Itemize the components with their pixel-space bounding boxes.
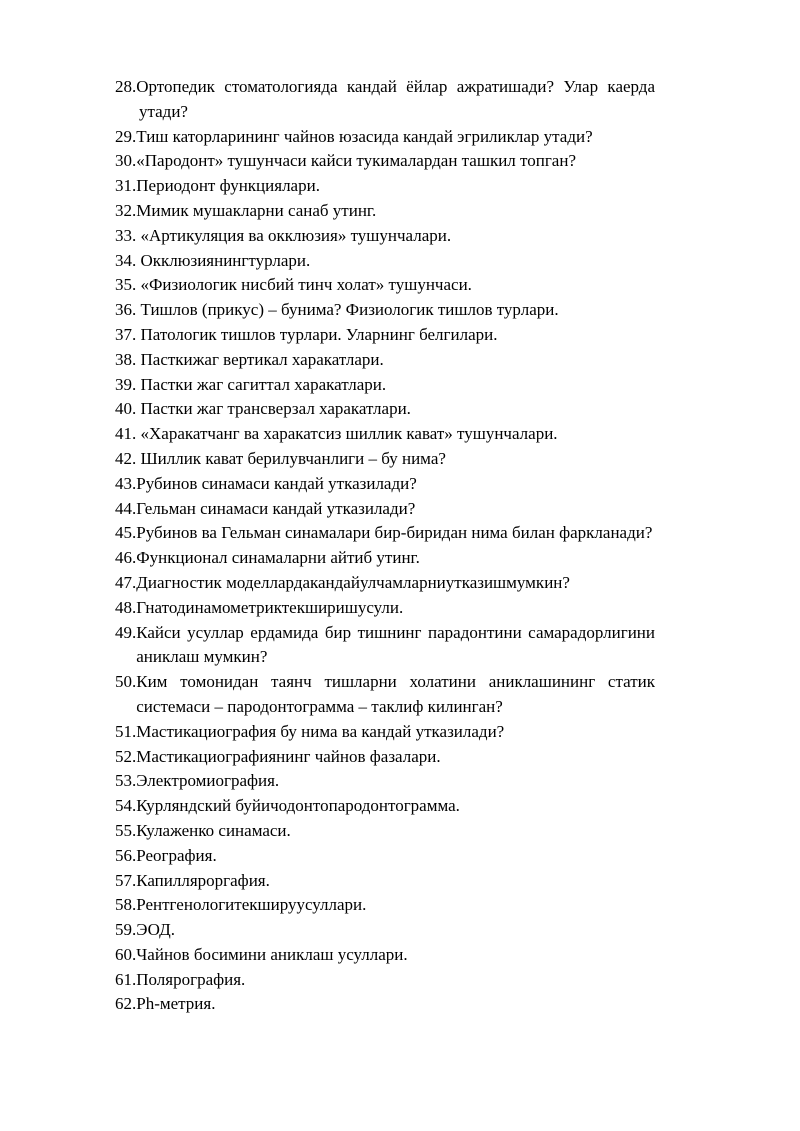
question-text: Ортопедик стоматологияда кандай ёйлар ажратишади? Улар каерда утади?	[136, 77, 655, 121]
question-text: Пасткижаг вертикал харакатлари.	[140, 349, 384, 369]
question-text: Кулаженко синамаси.	[136, 820, 291, 840]
question-text: Капилляроргафия.	[136, 870, 270, 890]
question-text: Ph-метрия.	[136, 994, 216, 1014]
question-list	[115, 75, 655, 1017]
question-text: Рентгенологитекшируусуллари.	[136, 895, 367, 915]
question-item	[115, 769, 655, 794]
question-item	[115, 75, 655, 125]
question-item	[115, 149, 655, 174]
question-text: «Харакатчанг ва харакатсиз шиллик кават» тушунчалари.	[140, 424, 558, 444]
question-item	[115, 844, 655, 869]
question-item	[115, 546, 655, 571]
question-item	[115, 745, 655, 770]
question-number: 29.	[115, 126, 137, 146]
question-number: 30.	[115, 151, 137, 171]
question-item	[115, 670, 655, 720]
question-item	[115, 422, 655, 447]
question-item	[115, 918, 655, 943]
question-item	[115, 621, 655, 671]
question-item	[115, 819, 655, 844]
question-number: 39.	[115, 374, 141, 394]
question-item	[115, 497, 655, 522]
question-text: «Артикуляция ва окклюзия» тушунчалари.	[140, 225, 452, 245]
question-number: 34.	[115, 250, 141, 270]
question-item	[115, 298, 655, 323]
question-item	[115, 521, 655, 546]
question-item	[115, 893, 655, 918]
question-item	[115, 943, 655, 968]
question-text: Гельман синамаси кандай утказилади?	[136, 498, 416, 518]
question-item	[115, 199, 655, 224]
question-text: Реография.	[136, 845, 217, 865]
question-text: Патологик тишлов турлари. Уларнинг белгилари.	[140, 324, 498, 344]
question-text: Полярография.	[136, 969, 246, 989]
question-number: 54.	[115, 796, 137, 816]
question-text: Тишлов (прикус) – бунима? Физиологик тишлов турлари.	[140, 300, 559, 320]
question-number: 40.	[115, 399, 141, 419]
question-item	[115, 323, 655, 348]
question-number: 47.	[115, 572, 137, 592]
question-item	[115, 125, 655, 150]
question-number: 44.	[115, 498, 137, 518]
question-number: 38.	[115, 349, 141, 369]
question-text: Мастикациография бу нима ва кандай утказилади?	[136, 721, 505, 741]
question-number: 50.	[115, 672, 137, 692]
question-item	[115, 794, 655, 819]
question-text: Ким томонидан таянч тишларни холатини аниклашининг статик системаси – пародонтограмма – таклиф килинган?	[136, 672, 655, 716]
question-number: 46.	[115, 548, 137, 568]
question-text: «Физиологик нисбий тинч холат» тушунчаси.	[140, 275, 472, 295]
question-number: 48.	[115, 597, 137, 617]
question-item	[115, 174, 655, 199]
question-number: 52.	[115, 746, 137, 766]
question-number: 62.	[115, 994, 137, 1014]
question-number: 32.	[115, 200, 137, 220]
question-item	[115, 348, 655, 373]
question-number: 61.	[115, 969, 137, 989]
question-text: Окклюзиянингтурлари.	[140, 250, 311, 270]
question-text: Мимик мушакларни санаб утинг.	[136, 200, 377, 220]
question-text: Кайси усуллар ердамида бир тишнинг парадонтини самарадорлигини аниклаш мумкин?	[136, 622, 655, 667]
question-item	[115, 447, 655, 472]
question-number: 59.	[115, 920, 137, 940]
question-text: Курляндский буйичодонтопародонтограмма.	[136, 796, 460, 816]
question-number: 56.	[115, 845, 137, 865]
question-number: 41.	[115, 424, 141, 444]
question-number: 37.	[115, 324, 141, 344]
question-item	[115, 992, 655, 1017]
question-text: Шиллик кават берилувчанлиги – бу нима?	[140, 448, 446, 468]
question-item	[115, 224, 655, 249]
question-item	[115, 571, 655, 596]
question-number: 55.	[115, 820, 137, 840]
question-number: 43.	[115, 473, 137, 493]
question-item	[115, 373, 655, 398]
question-number: 35.	[115, 275, 141, 295]
question-number: 31.	[115, 176, 137, 196]
question-text: Тиш каторларининг чайнов юзасида кандай эгриликлар утади?	[136, 126, 593, 146]
question-number: 58.	[115, 895, 137, 915]
question-number: 28.	[115, 77, 137, 96]
question-item	[115, 273, 655, 298]
question-text: ЭОД.	[136, 920, 175, 940]
question-number: 53.	[115, 771, 137, 791]
question-text: Диагностик моделлардакандайулчамларниутказишмумкин?	[136, 572, 570, 592]
question-item	[115, 596, 655, 621]
question-number: 57.	[115, 870, 137, 890]
question-number: 33.	[115, 225, 141, 245]
question-number: 60.	[115, 944, 137, 964]
question-number: 45.	[115, 523, 137, 543]
question-number: 51.	[115, 721, 137, 741]
question-text: «Пародонт» тушунчаси кайси тукималардан ташкил топган?	[136, 151, 577, 171]
question-item	[115, 249, 655, 274]
question-text: Пастки жаг трансверзал харакатлари.	[140, 399, 411, 419]
question-number: 49.	[115, 622, 137, 642]
question-text: Мастикациографиянинг чайнов фазалари.	[136, 746, 441, 766]
question-text: Гнатодинамометриктекширишусули.	[136, 597, 404, 617]
question-text: Электромиография.	[136, 771, 280, 791]
question-number: 42.	[115, 448, 141, 468]
question-item	[115, 397, 655, 422]
question-text: Рубинов ва Гельман синамалари бир-биридан нима билан фаркланади?	[136, 523, 653, 543]
question-item	[115, 869, 655, 894]
question-text: Функционал синамаларни айтиб утинг.	[136, 548, 420, 568]
question-text: Периодонт функциялари.	[136, 176, 320, 196]
question-item	[115, 472, 655, 497]
question-number: 36.	[115, 300, 141, 320]
question-text: Чайнов босимини аниклаш усуллари.	[136, 944, 408, 964]
question-text: Рубинов синамаси кандай утказилади?	[136, 473, 417, 493]
question-item	[115, 968, 655, 993]
question-item	[115, 720, 655, 745]
question-text: Пастки жаг сагиттал харакатлари.	[140, 374, 387, 394]
